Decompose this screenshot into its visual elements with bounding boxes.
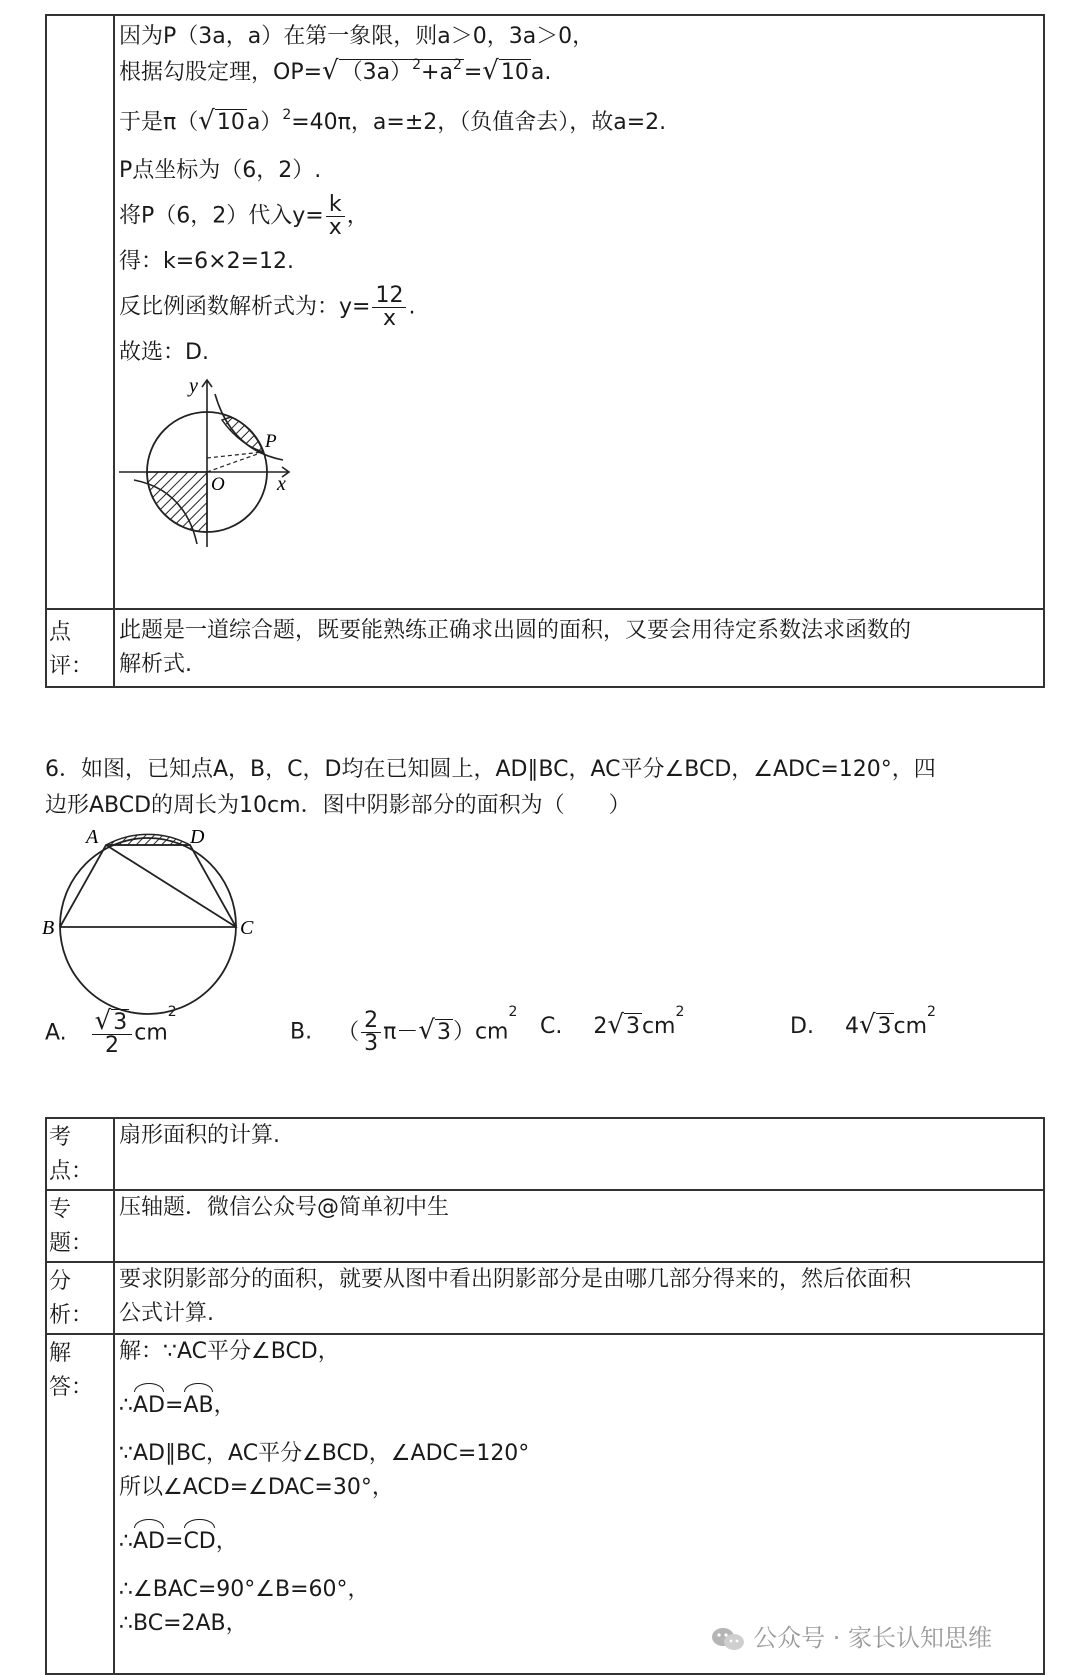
- fraction-12-over-x: [372, 285, 406, 330]
- wechat-icon: [711, 1627, 745, 1651]
- option-a-fraction: [92, 1006, 133, 1058]
- kaodian-row: [47, 1119, 1043, 1189]
- solution-line-8: 故选：D.: [119, 340, 209, 365]
- empty-label-cell: [47, 16, 115, 608]
- option-b[interactable]: B. （ $\frac{2}{3}$ $\pi-√3)cm^2$: [290, 1004, 518, 1056]
- point-a-label: A: [86, 830, 99, 848]
- frac-num-12: 12: [372, 285, 406, 308]
- point-c-label: C: [240, 917, 254, 939]
- option-b-close: ）cm: [452, 1019, 509, 1045]
- pi-tail: =40π，a=±2，（负值舍去），故a=2.: [291, 110, 667, 135]
- period: .: [408, 294, 416, 320]
- shaded-crescent: [222, 417, 263, 452]
- zhuanti-label: 专题：: [47, 1191, 115, 1261]
- sup-2c: 2: [282, 107, 292, 123]
- option-b-den: 3: [364, 1031, 379, 1056]
- kaodian-label: 考点：: [47, 1119, 115, 1189]
- review-cell: [115, 610, 1043, 686]
- op-tail: a.: [530, 60, 552, 85]
- watermark-text: 公众号 · 家长认知思维: [753, 1624, 992, 1652]
- option-a-label: A.: [45, 1020, 67, 1046]
- jieda-label: 解答：: [47, 1335, 115, 1673]
- radical-sign-2: √: [482, 56, 499, 86]
- op-radicand: [339, 59, 464, 85]
- option-d-label: D.: [790, 1014, 814, 1039]
- point-d-label: D: [190, 830, 205, 848]
- therefore-sign-2: ∴: [119, 1529, 133, 1554]
- option-d-unit: cm: [893, 1014, 928, 1039]
- fenxi-cell: [115, 1263, 1043, 1333]
- option-b-sup: 2: [508, 1004, 518, 1020]
- comma: ，: [346, 203, 369, 229]
- cyclic-quad-figure: [40, 830, 260, 1020]
- arc-ad-2: AD: [133, 1519, 165, 1559]
- jieda-step-2: [119, 1383, 1037, 1423]
- point-p-label: P: [265, 431, 277, 452]
- option-d[interactable]: D. $4√3cm^2$: [790, 1004, 936, 1040]
- solution-line-2: [119, 54, 1037, 90]
- origin-label: O: [211, 474, 225, 495]
- op-eq: =: [463, 60, 483, 85]
- pi-label: 于是π（: [119, 110, 199, 135]
- diagonal-ac: [106, 845, 236, 927]
- op-root: 10: [500, 60, 529, 85]
- y-axis-label: y: [189, 375, 198, 397]
- pi-a: a）: [246, 110, 283, 135]
- arc-cd: CD: [183, 1519, 215, 1559]
- radical-sign: √: [322, 56, 339, 86]
- zhuanti-text: 压轴题．微信公众号@简单初中生: [119, 1195, 450, 1220]
- option-b-root: 3: [436, 1019, 451, 1045]
- circle-hyperbola-figure: [119, 372, 299, 547]
- review-text-2: 解析式.: [119, 652, 192, 677]
- question-line-2: 边形ABCD的周长为10cm．图中阴影部分的面积为（ ）: [45, 793, 631, 818]
- jieda-step-5: [119, 1519, 1037, 1559]
- option-c-coef: 2: [593, 1014, 608, 1039]
- option-c-sup: 2: [675, 1004, 685, 1020]
- option-d-root: 3: [877, 1014, 892, 1039]
- solution-line-3: [119, 104, 1037, 140]
- radical-sign-3: √: [198, 106, 215, 136]
- func-label: 反比例函数解析式为：y=: [119, 294, 371, 320]
- option-b-label: B.: [290, 1019, 313, 1045]
- equals: =: [165, 1393, 184, 1418]
- option-d-coef: 4: [844, 1014, 859, 1039]
- frac-den-x: x: [382, 306, 396, 331]
- option-c-unit: cm: [641, 1014, 676, 1039]
- op-label: 根据勾股定理，OP=: [119, 60, 323, 85]
- jieda-step-4: 所以∠ACD=∠DAC=30°，: [119, 1475, 394, 1500]
- option-a[interactable]: [45, 1004, 177, 1058]
- fenxi-label: 分析：: [47, 1263, 115, 1333]
- arc-ab: AB: [183, 1383, 213, 1423]
- jieda-step-1: 解：∵AC平分∠BCD，: [119, 1339, 340, 1364]
- fenxi-text-2: 公式计算.: [119, 1301, 214, 1326]
- option-b-fraction: [361, 1010, 381, 1055]
- review-row: [47, 608, 1043, 686]
- frac-den: x: [328, 215, 342, 240]
- op-expr: （3a）: [340, 60, 413, 85]
- solution-table-bottom: [45, 1117, 1045, 1675]
- jieda-step-7: ∴BC=2AB，: [119, 1611, 248, 1636]
- comma-2: ，: [215, 1529, 238, 1554]
- comma: ，: [213, 1393, 236, 1418]
- option-a-den: 2: [104, 1033, 119, 1058]
- arc-ad: AD: [133, 1383, 165, 1423]
- sub-label: 将P（6，2）代入y=: [119, 203, 324, 229]
- jieda-step-6: ∴∠BAC=90°∠B=60°，: [119, 1577, 370, 1602]
- point-b-label: B: [42, 917, 55, 939]
- review-text-1: 此题是一道综合题，既要能熟练正确求出圆的面积，又要会用待定系数法求函数的: [119, 618, 912, 643]
- solution-line-6: 得：k=6×2=12.: [119, 249, 295, 274]
- jieda-step-3: ∵AD∥BC，AC平分∠BCD，∠ADC=120°: [119, 1441, 530, 1466]
- question-line-1: 6．如图，已知点A，B，C，D均在已知圆上，AD∥BC，AC平分∠BCD，∠ADC=120°，四: [45, 757, 936, 782]
- solution-row: [47, 16, 1043, 608]
- solution-table-top: [45, 14, 1045, 688]
- kaodian-text: 扇形面积的计算.: [119, 1123, 280, 1148]
- option-a-numerator: √3: [92, 1010, 133, 1035]
- therefore-sign: ∴: [119, 1393, 133, 1418]
- option-d-sup: 2: [927, 1004, 936, 1020]
- solution-line-1: 因为P（3a，a）在第一象限，则a＞0，3a＞0，: [119, 24, 595, 49]
- zhuanti-row: [47, 1189, 1043, 1261]
- fraction-k-over-x: [326, 194, 345, 239]
- fenxi-text-1: 要求阴影部分的面积，就要从图中看出阴影部分是由哪几部分得来的，然后依面积: [119, 1267, 912, 1292]
- option-c[interactable]: C. $2√3cm^2$: [540, 1004, 685, 1040]
- x-axis-label: x: [277, 473, 286, 495]
- option-a-sup: 2: [167, 1004, 177, 1020]
- option-b-open: （: [337, 1019, 360, 1045]
- option-c-label: C.: [540, 1014, 563, 1039]
- option-c-root: 3: [625, 1014, 640, 1039]
- sup-2: 2: [412, 57, 422, 73]
- solution-line-7: [119, 285, 1037, 330]
- op-plus: +a: [421, 60, 453, 85]
- equals-2: =: [165, 1529, 184, 1554]
- review-label: 点评：: [47, 610, 115, 686]
- watermark: [711, 1618, 992, 1653]
- solution-cell: [115, 16, 1043, 608]
- pi-root: 10: [216, 110, 245, 135]
- option-b-num: 2: [361, 1010, 381, 1033]
- frac-num: k: [326, 194, 345, 217]
- option-b-mid: π－: [383, 1019, 419, 1045]
- fenxi-row: [47, 1261, 1043, 1333]
- question-6: [45, 752, 1045, 824]
- quadrilateral-abcd: [60, 845, 236, 927]
- circle: [60, 838, 236, 1014]
- sup-2b: 2: [452, 57, 462, 73]
- option-a-root: 3: [113, 1010, 128, 1035]
- option-a-unit: cm: [134, 1020, 168, 1046]
- solution-line-4: P点坐标为（6，2）.: [119, 158, 322, 183]
- solution-line-5: [119, 194, 1037, 239]
